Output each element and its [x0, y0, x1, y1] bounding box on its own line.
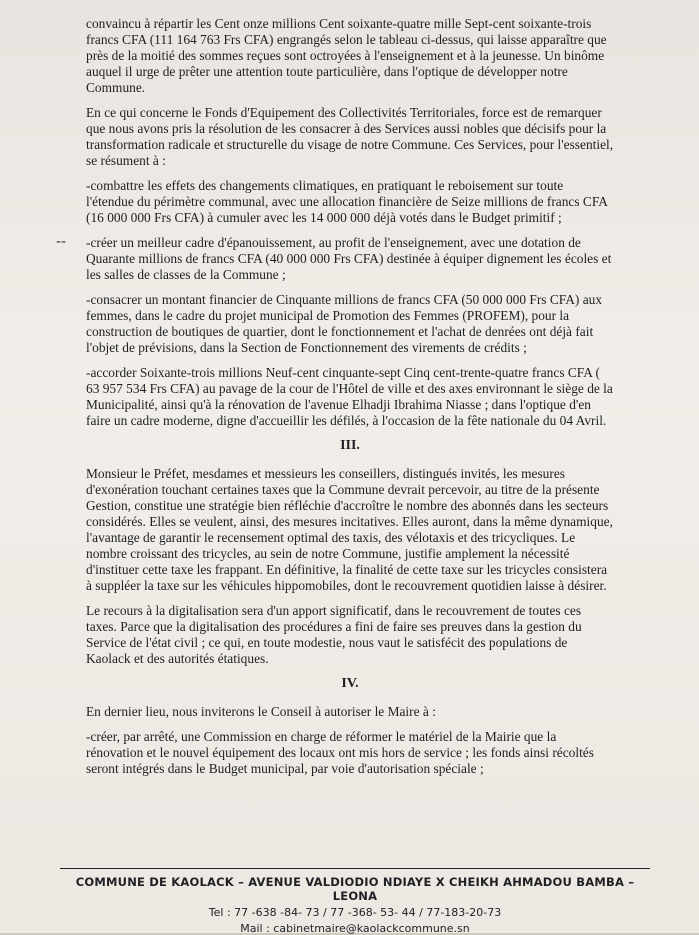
paragraph: -combattre les effets des changements climatiques, en pratiquant le reboisement sur toute l'étendue du périmètre communal, avec une allocation financière de Seize millions de francs CFA (16 000 000 Frs CFA) à cumuler avec les 14 000 000 déjà votés dans le Budget primitif ; — [86, 178, 608, 225]
paragraph: -accorder Soixante-trois millions Neuf-cent cinquante-sept Cinq cent-trente-quatre francs CFA ( 63 957 534 Frs CFA) au pavage de la cour de l'Hôtel de ville et des axes environnant le siège de la Municipalité, ainsi qu'à la rénovation de l'avenue Elhadji Ibrahima Niasse ; dans l'optique d'en faire un cadre moderne, digne d'accueillir les défilés, à l'occasion de la fête nationale du 04 Avril. — [86, 365, 613, 428]
paragraph: En ce qui concerne le Fonds d'Equipement des Collectivités Territoriales, force est de remarquer que nous avons pris la résolution de les consacrer à des Services aussi nobles que décisifs pour la transformation radicale et structurelle du visage de notre Commune. Ces Services, pour l'essentiel, se résument à : — [86, 105, 614, 168]
footer-address: COMMUNE DE KAOLACK – AVENUE VALDIODIO NDIAYE X CHEIKH AHMADOU BAMBA – LEONA — [75, 875, 635, 903]
paragraph: Le recours à la digitalisation sera d'un apport significatif, dans le recouvrement de toutes ces taxes. Parce que la digitalisation des procédures a fini de faire ses preuves dans la gestion du Service de l'état civil ; ce qui, en toute modestie, nous vaut le satisfécit des populations de Kaolack et des autorités étatiques. — [86, 603, 582, 666]
letterhead-footer — [60, 868, 650, 935]
paragraph: Monsieur le Préfet, mesdames et messieurs les conseillers, distingués invités, les mesures d'exonération touchant certaines taxes que la Commune devrait percevoir, au titre de la présente Gestion, constitue une stratégie bien réfléchie d'accroître le nombre des abonnés dans les secteurs considérés. Elles se veulent, ainsi, des mesures incitatives. Elles auront, dans la même dynamique, l'avantage de garantir le recensement optimal des taxis, des vélotaxis et des tricycliques. Le nombre croissant des tricycles, au sein de notre Commune, justifie amplement la nécessité d'instituer cette taxe les frappant. En définitive, la finalité de cette taxe sur les tricycles consistera à suppléer la taxe sur les véhicules hippomobiles, dont le recouvrement quotidien laisse à désirer. — [86, 466, 613, 593]
paragraph: convaincu à répartir les Cent onze millions Cent soixante-quatre mille Sept-cent soixante-trois francs CFA (111 164 763 Frs CFA) engrangés selon le tableau ci-dessus, qui laisse apparaître que près de la moitié des sommes reçues sont octroyées à l'enseignement et à la jeunesse. Un binôme auquel il urge de prêter une attention toute particulière, dans l'optique de développer notre Commune. — [86, 16, 607, 95]
footer-email: Mail : cabinetmaire@kaolackcommune.sn — [240, 922, 470, 935]
paragraph: -créer un meilleur cadre d'épanouissement, au profit de l'enseignement, avec une dotation de Quarante millions de francs CFA (40 000 000 Frs CFA) destinée à équiper dignement les écoles et les salles de classes de la Commune ; — [86, 235, 612, 282]
section-heading-iv: IV. — [341, 676, 359, 691]
section-heading-iii: III. — [340, 438, 360, 453]
paragraph: En dernier lieu, nous inviterons le Conseil à autoriser le Maire à : — [86, 704, 436, 719]
margin-mark: -- — [56, 234, 67, 250]
document-body — [86, 16, 614, 786]
paragraph: -créer, par arrêté, une Commission en charge de réformer le matériel de la Mairie que la rénovation et le nouvel équipement des locaux ont mis hors de service ; les fonds ainsi récoltés seront intégrés dans le Budget municipal, par voie d'autorisation spéciale ; — [86, 729, 594, 776]
paragraph: -consacrer un montant financier de Cinquante millions de francs CFA (50 000 000 Frs CFA) aux femmes, dans le cadre du projet municipal de Promotion des Femmes (PROFEM), pour la construction de boutiques de quartier, dont le fonctionnement et l'achat de denrées ont déjà fait l'objet de prévisions, dans la Section de Fonctionnement des virements de crédits ; — [86, 292, 603, 355]
footer-phone: Tel : 77 -638 -84- 73 / 77 -368- 53- 44 / 77-183-20-73 — [208, 906, 502, 919]
